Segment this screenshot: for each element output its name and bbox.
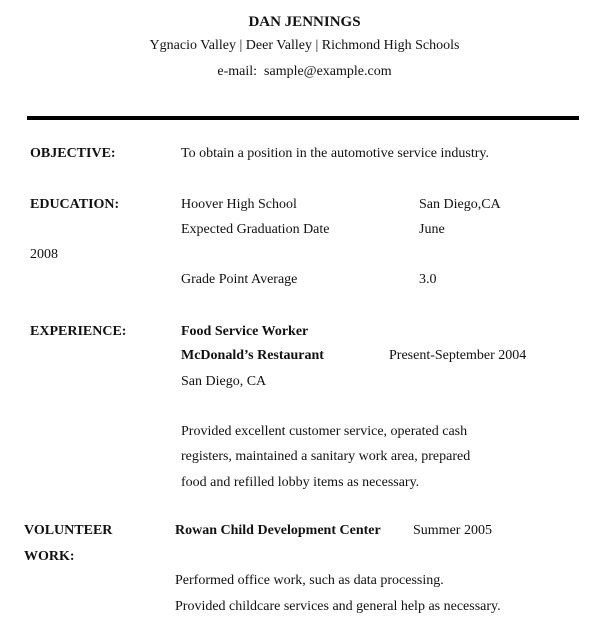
volunteer-label: VOLUNTEER: [24, 523, 113, 538]
email-address: sample@example.com: [264, 64, 392, 79]
education-location: San Diego,CA: [419, 197, 501, 212]
gpa-label: Grade Point Average: [181, 272, 298, 287]
volunteer-description-line: Performed office work, such as data processing.: [175, 573, 444, 588]
graduation-year: 2008: [30, 247, 58, 262]
email-line: [0, 64, 609, 80]
header-divider: [27, 116, 579, 120]
objective-text: To obtain a position in the automotive service industry.: [181, 146, 489, 161]
job-title: Food Service Worker: [181, 324, 309, 339]
job-location: San Diego, CA: [181, 374, 267, 389]
resume-name: DAN JENNINGS: [248, 14, 361, 30]
email-label: e-mail:: [217, 64, 258, 79]
volunteer-dates: Summer 2005: [413, 523, 492, 538]
volunteer-description-line: Provided childcare services and general help as necessary.: [175, 599, 501, 614]
volunteer-label-work: WORK:: [24, 549, 75, 564]
experience-label: EXPERIENCE:: [30, 324, 127, 339]
employer-name: McDonald’s Restaurant: [181, 348, 324, 363]
graduation-label: Expected Graduation Date: [181, 222, 330, 237]
education-school: Hoover High School: [181, 197, 297, 212]
gpa-value: 3.0: [419, 272, 437, 287]
objective-label: OBJECTIVE:: [30, 146, 116, 161]
graduation-month: June: [419, 222, 445, 237]
volunteer-org: Rowan Child Development Center: [175, 523, 381, 538]
job-description-line: Provided excellent customer service, operated cash: [181, 424, 468, 439]
employment-dates: Present-September 2004: [389, 348, 527, 363]
education-label: EDUCATION:: [30, 197, 120, 212]
job-description-line: food and refilled lobby items as necessary.: [181, 475, 420, 490]
schools-line: Ygnacio Valley | Deer Valley | Richmond High Schools: [149, 38, 460, 53]
job-description-line: registers, maintained a sanitary work area, prepared: [181, 449, 471, 464]
